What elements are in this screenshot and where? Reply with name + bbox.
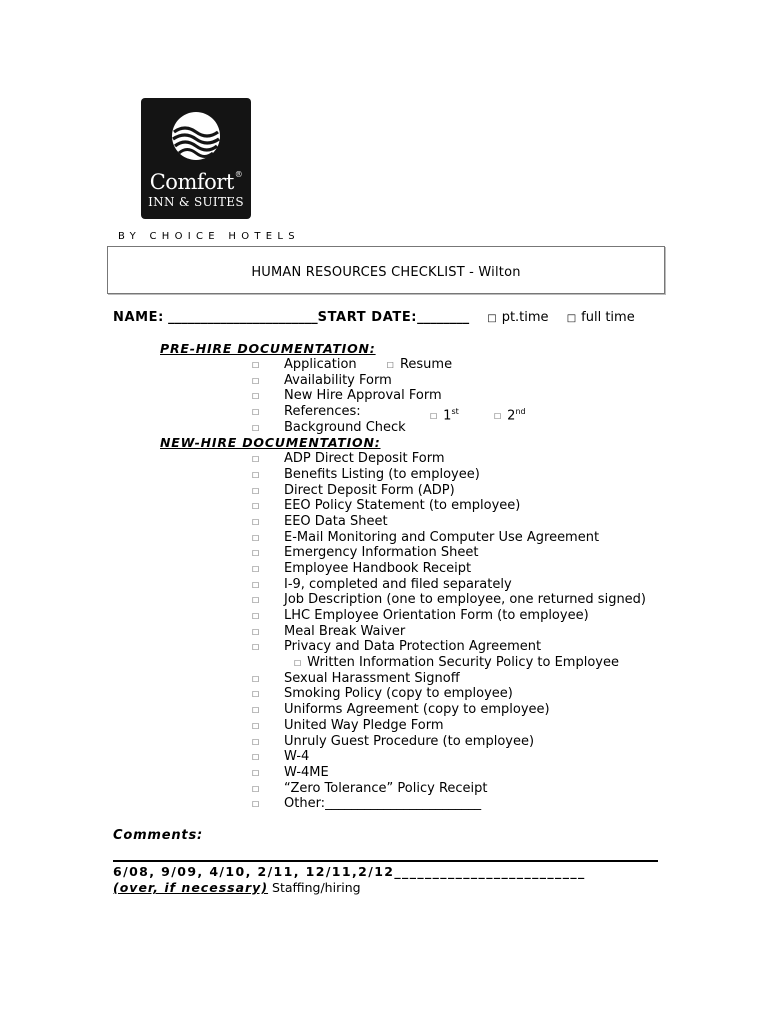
list-item: ☐ I-9, completed and filed separately <box>252 576 512 592</box>
checkbox[interactable]: ☐ <box>294 659 302 669</box>
list-item: ☐ Sexual Harassment Signoff <box>252 670 460 686</box>
checkbox[interactable]: ☐ <box>252 533 260 543</box>
list-item: ☐ Direct Deposit Form (ADP) <box>252 482 455 498</box>
checkbox[interactable]: ☐ <box>252 392 260 402</box>
checkbox[interactable]: ☐ <box>252 502 260 512</box>
comments-heading: Comments: <box>113 828 203 843</box>
comments-note: Staffing/hiring <box>272 880 361 895</box>
list-item: ☐ New Hire Approval Form <box>252 388 442 404</box>
list-item: ☐ Other:________________________ <box>252 796 482 812</box>
checkbox[interactable]: ☐ <box>494 412 502 422</box>
list-item: ☐ “Zero Tolerance” Policy Receipt <box>252 780 488 796</box>
globe-icon <box>171 108 221 164</box>
over-label: (over, if necessary) <box>113 880 269 895</box>
checkbox[interactable]: ☐ <box>252 800 260 810</box>
checkbox[interactable]: ☐ <box>252 517 260 527</box>
checkbox[interactable]: ☐ <box>252 706 260 716</box>
registered-mark: ® <box>234 170 243 179</box>
logo-brand: Comfort® <box>149 170 243 194</box>
list-item: ☐ United Way Pledge Form <box>252 717 444 733</box>
full-time-label: full time <box>581 310 635 325</box>
list-item: ☐ Emergency Information Sheet <box>252 545 479 561</box>
list-item: ☐ Unruly Guest Procedure (to employee) <box>252 733 535 749</box>
revision-dates: 6/08, 9/09, 4/10, 2/11, 12/11,2/12_________________________ <box>113 864 586 879</box>
checkbox[interactable]: ☐ <box>252 423 260 433</box>
list-item: ☐ Employee Handbook Receipt <box>252 560 472 576</box>
checkbox[interactable]: ☐ <box>252 470 260 480</box>
pre-hire-heading: PRE-HIRE DOCUMENTATION: <box>160 341 376 356</box>
list-item: ☐ Privacy and Data Protection Agreement <box>252 639 542 655</box>
pt-time-label: pt.time <box>501 310 549 325</box>
full-time-checkbox[interactable]: □ <box>566 313 577 324</box>
list-item: ☐ Meal Break Waiver <box>252 623 406 639</box>
checkbox[interactable]: ☐ <box>252 376 260 386</box>
name-row <box>113 310 635 325</box>
list-item: ☐ E-Mail Monitoring and Computer Use Agreement <box>252 529 600 545</box>
checkbox[interactable]: ☐ <box>252 643 260 653</box>
checkbox[interactable]: ☐ <box>252 486 260 496</box>
checkbox[interactable]: ☐ <box>252 455 260 465</box>
logo-subtitle: INN & SUITES <box>148 195 244 209</box>
title-box <box>107 246 665 294</box>
start-date-label: START DATE: <box>317 310 418 325</box>
list-item: ☐ W-4 <box>252 749 310 765</box>
reference-2: ☐ 2nd <box>494 407 526 424</box>
new-hire-heading: NEW-HIRE DOCUMENTATION: <box>160 435 381 450</box>
list-item: ☐ Benefits Listing (to employee) <box>252 466 480 482</box>
checklist <box>250 357 646 812</box>
checkbox[interactable]: ☐ <box>252 721 260 731</box>
pt-time-checkbox[interactable]: □ <box>487 313 497 324</box>
comments-footer <box>113 880 361 895</box>
checkbox[interactable]: ☐ <box>430 412 438 422</box>
start-date-line[interactable]: ________ <box>417 310 470 325</box>
list-item: ☐ EEO Data Sheet <box>252 513 388 529</box>
checkbox[interactable]: ☐ <box>252 408 260 418</box>
list-item: ☐ EEO Policy Statement (to employee) <box>252 498 521 514</box>
name-label: NAME: <box>113 310 164 325</box>
checkbox[interactable]: ☐ <box>252 674 260 684</box>
list-item: ☐ Application ☐ Resume <box>252 357 453 372</box>
list-item: ☐ LHC Employee Orientation Form (to employee) <box>252 608 589 623</box>
list-item: ☐ Background Check <box>252 419 406 435</box>
name-field-line[interactable]: _______________________ <box>168 310 318 325</box>
checkbox[interactable]: ☐ <box>252 564 260 574</box>
checkbox[interactable]: ☐ <box>252 768 260 778</box>
checkbox[interactable]: ☐ <box>252 580 260 590</box>
list-item: ☐ W-4ME <box>252 764 329 780</box>
checkbox[interactable]: ☐ <box>252 361 260 370</box>
page-title: HUMAN RESOURCES CHECKLIST - Wilton <box>251 265 521 280</box>
checkbox[interactable]: ☐ <box>252 784 260 794</box>
divider <box>113 860 658 862</box>
checkbox[interactable]: ☐ <box>252 690 260 700</box>
comfort-inn-logo <box>141 98 251 219</box>
checkbox[interactable]: ☐ <box>386 361 394 370</box>
checkbox[interactable]: ☐ <box>252 627 260 637</box>
logo-tagline: BY CHOICE HOTELS <box>118 231 300 242</box>
list-item: ☐ References: ☐ 1st ☐ 2nd <box>252 404 526 424</box>
reference-1: ☐ 1st <box>430 407 459 424</box>
checkbox[interactable]: ☐ <box>252 753 260 763</box>
list-item: ☐ Uniforms Agreement (copy to employee) <box>252 702 550 718</box>
checkbox[interactable]: ☐ <box>252 549 260 559</box>
checkbox[interactable]: ☐ <box>252 737 260 747</box>
list-item: ☐ Job Description (one to employee, one returned signed) <box>252 592 647 608</box>
list-item: ☐ Availability Form <box>252 372 392 388</box>
checkbox[interactable]: ☐ <box>252 596 260 606</box>
checkbox[interactable]: ☐ <box>252 612 260 621</box>
sub-list-item: ☐ Written Information Security Policy to Employee <box>294 655 619 671</box>
list-item: ☐ ADP Direct Deposit Form <box>252 451 445 467</box>
list-item: ☐ Smoking Policy (copy to employee) <box>252 686 513 702</box>
